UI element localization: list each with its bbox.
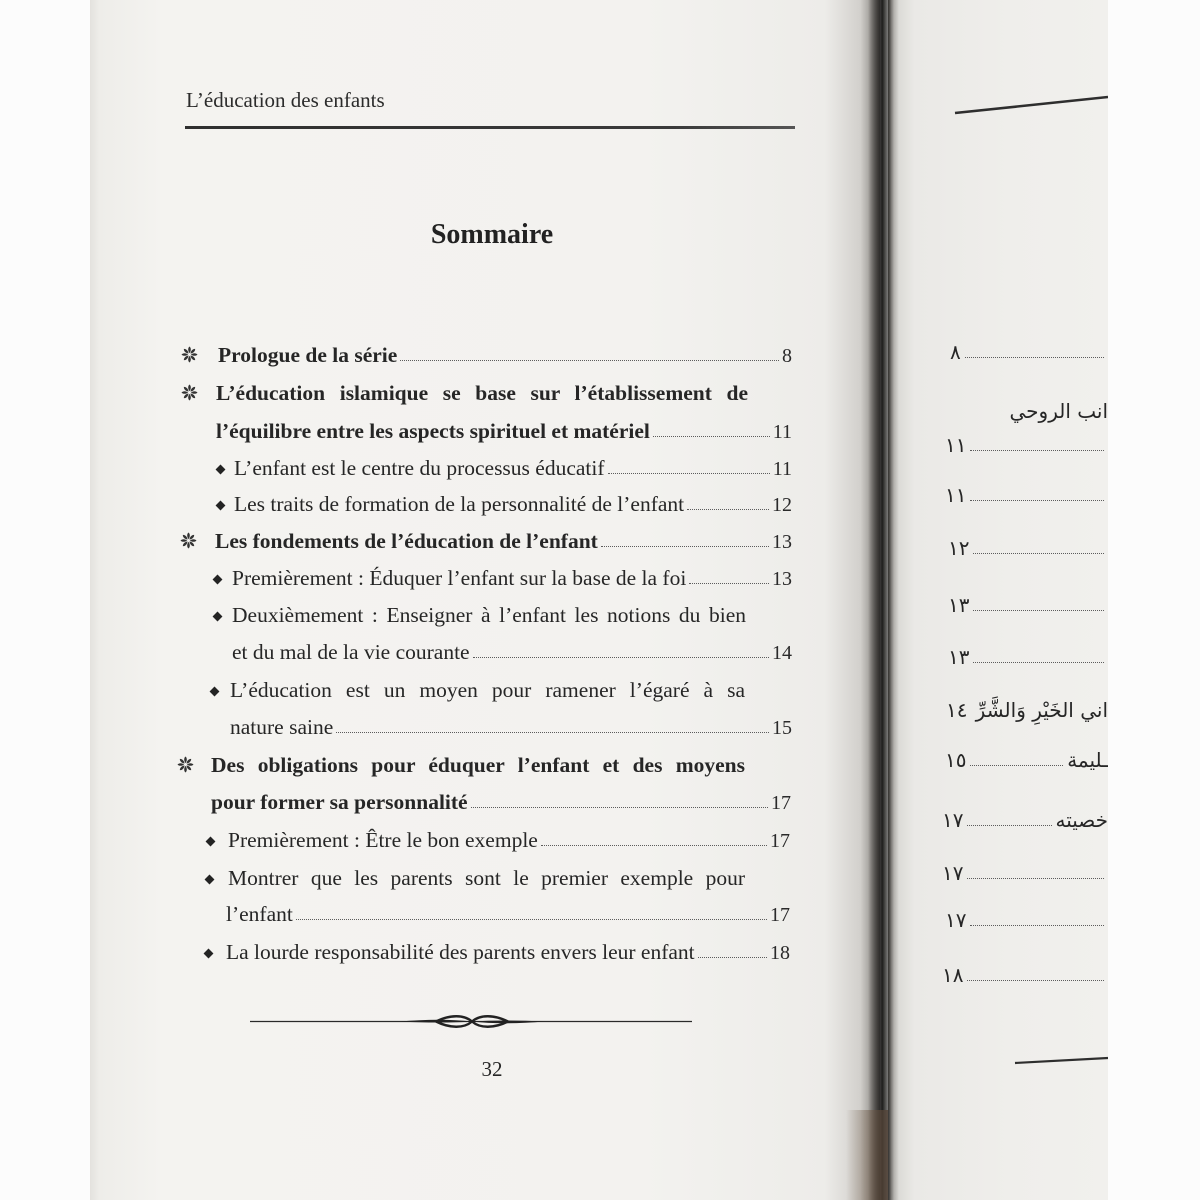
diamond-icon — [206, 837, 216, 847]
toc-line — [218, 343, 792, 367]
page-number: 32 — [481, 1057, 503, 1081]
toc-entry-text: Montrer que les parents sont le premier exemple pour — [228, 866, 745, 890]
arabic-page-number: ١٨ — [942, 963, 964, 987]
arabic-toc-line — [948, 644, 1108, 670]
toc-page-number: 17 — [770, 830, 790, 852]
arabic-page-number: ١٣ — [948, 593, 970, 617]
toc-entry-text: l’enfant — [226, 902, 293, 926]
toc-entry-text: et du mal de la vie courante — [232, 640, 470, 664]
diamond-icon — [213, 575, 223, 585]
asterisk-icon — [181, 384, 198, 401]
arabic-page-number: ١٧ — [942, 808, 964, 832]
arabic-toc-line — [950, 339, 1108, 365]
header-rule — [185, 126, 795, 129]
arabic-toc-line — [946, 697, 1108, 723]
dot-leader — [336, 732, 769, 733]
toc-page-number: 8 — [782, 345, 792, 367]
toc-line — [232, 640, 792, 664]
toc-line — [228, 828, 790, 852]
page-title: Sommaire — [430, 219, 554, 250]
toc-line — [234, 492, 792, 516]
toc-entry-text: Des obligations pour éduquer l’enfant et des moyens — [211, 753, 745, 777]
toc-line — [215, 529, 792, 553]
toc-entry-text: Les fondements de l’éducation de l’enfant — [215, 529, 598, 553]
toc-page-number: 11 — [772, 421, 792, 443]
toc-page-number: 13 — [772, 531, 792, 553]
asterisk-icon — [180, 532, 197, 549]
gutter-base-shadow — [846, 1110, 888, 1200]
toc-entry-text: Les traits de formation de la personnalité de l’enfant — [234, 492, 685, 516]
asterisk-icon — [177, 756, 194, 773]
diamond-icon — [213, 612, 223, 622]
toc-page-number: 14 — [772, 642, 792, 664]
ornament-divider — [250, 1010, 692, 1032]
arabic-toc-line — [945, 907, 1108, 933]
arabic-entry-text: انب الروحي — [1009, 399, 1108, 423]
dot-leader — [967, 825, 1051, 826]
toc-line — [234, 456, 792, 480]
dot-leader — [471, 807, 768, 808]
dot-leader — [973, 662, 1104, 663]
toc-entry-text: L’éducation est un moyen pour ramener l’égaré à sa — [230, 678, 745, 702]
arabic-page-number: ١١ — [945, 483, 967, 507]
toc-line — [226, 940, 790, 964]
gutter-shadow — [868, 0, 894, 1200]
dot-leader — [970, 500, 1104, 501]
arabic-toc-line — [948, 592, 1108, 618]
diamond-icon — [205, 875, 215, 885]
dot-leader — [970, 450, 1104, 451]
arabic-toc-line — [942, 962, 1108, 988]
toc-page-number: 15 — [772, 717, 792, 739]
toc-entry-text: Premièrement : Être le bon exemple — [228, 828, 538, 852]
arabic-toc-line — [948, 535, 1108, 561]
toc-page-number: 13 — [772, 568, 792, 590]
left-page — [90, 0, 880, 1200]
dot-leader — [601, 546, 769, 547]
toc-entry-text: pour former sa personnalité — [211, 790, 468, 814]
arabic-page-number: ١٧ — [942, 861, 964, 885]
dot-leader — [400, 360, 779, 361]
dot-leader — [973, 610, 1104, 611]
arabic-page-number: ١٧ — [945, 908, 967, 932]
arabic-entry-text: اني الخَيْرِ وَالشَّرِّ — [975, 698, 1108, 722]
toc-page-number: 18 — [770, 942, 790, 964]
toc-entry-text: Prologue de la série — [218, 343, 398, 367]
dot-leader — [689, 583, 769, 584]
arabic-entry-text: خصيته — [1055, 808, 1108, 832]
arabic-page-number: ٨ — [950, 340, 961, 364]
toc-entry-text: Premièrement : Éduquer l’enfant sur la base de la foi — [232, 566, 687, 590]
dot-leader — [965, 357, 1104, 358]
toc-entry-text: nature saine — [230, 715, 334, 739]
dot-leader — [973, 553, 1104, 554]
arabic-page-number: ١٢ — [948, 536, 970, 560]
toc-entry-text: L’enfant est le centre du processus éducatif — [234, 456, 605, 480]
toc-line — [230, 715, 792, 739]
toc-line — [216, 419, 792, 443]
toc-entry-text: L’éducation islamique se base sur l’établissement de — [216, 381, 748, 405]
right-page — [888, 0, 1108, 1200]
dot-leader — [653, 436, 770, 437]
toc-line — [211, 790, 791, 814]
dot-leader — [970, 765, 1063, 766]
arabic-page-number: ١٥ — [945, 748, 967, 772]
dot-leader — [698, 957, 767, 958]
toc-page-number: 17 — [770, 904, 790, 926]
arabic-page-number: ١٤ — [946, 698, 968, 722]
dot-leader — [473, 657, 769, 658]
diamond-icon — [204, 949, 214, 959]
dot-leader — [970, 925, 1104, 926]
arabic-toc-line — [942, 860, 1108, 886]
toc-page-number: 17 — [771, 792, 791, 814]
diamond-icon — [210, 687, 220, 697]
running-head: L’éducation des enfants — [186, 88, 385, 112]
arabic-toc-line — [945, 747, 1108, 773]
dot-leader — [687, 509, 769, 510]
toc-entry-text: La lourde responsabilité des parents envers leur enfant — [226, 940, 695, 964]
toc-line — [226, 902, 790, 926]
dot-leader — [967, 980, 1104, 981]
dot-leader — [608, 473, 770, 474]
toc-line — [232, 566, 792, 590]
toc-page-number: 11 — [772, 458, 792, 480]
arabic-page-number: ١١ — [945, 433, 967, 457]
dot-leader — [541, 845, 767, 846]
diamond-icon — [216, 465, 226, 475]
arabic-entry-text: ـليمة — [1067, 748, 1108, 772]
arabic-toc-line — [945, 432, 1108, 458]
arabic-toc-line — [978, 398, 1108, 424]
dot-leader — [967, 878, 1104, 879]
asterisk-icon — [181, 346, 198, 363]
dot-leader — [296, 919, 767, 920]
diamond-icon — [216, 501, 226, 511]
arabic-toc-line — [945, 482, 1108, 508]
toc-entry-text: Deuxièmement : Enseigner à l’enfant les notions du bien — [232, 603, 746, 627]
toc-entry-text: l’équilibre entre les aspects spirituel et matériel — [216, 419, 650, 443]
toc-page-number: 12 — [772, 494, 792, 516]
arabic-toc-line — [942, 807, 1108, 833]
arabic-page-number: ١٣ — [948, 645, 970, 669]
